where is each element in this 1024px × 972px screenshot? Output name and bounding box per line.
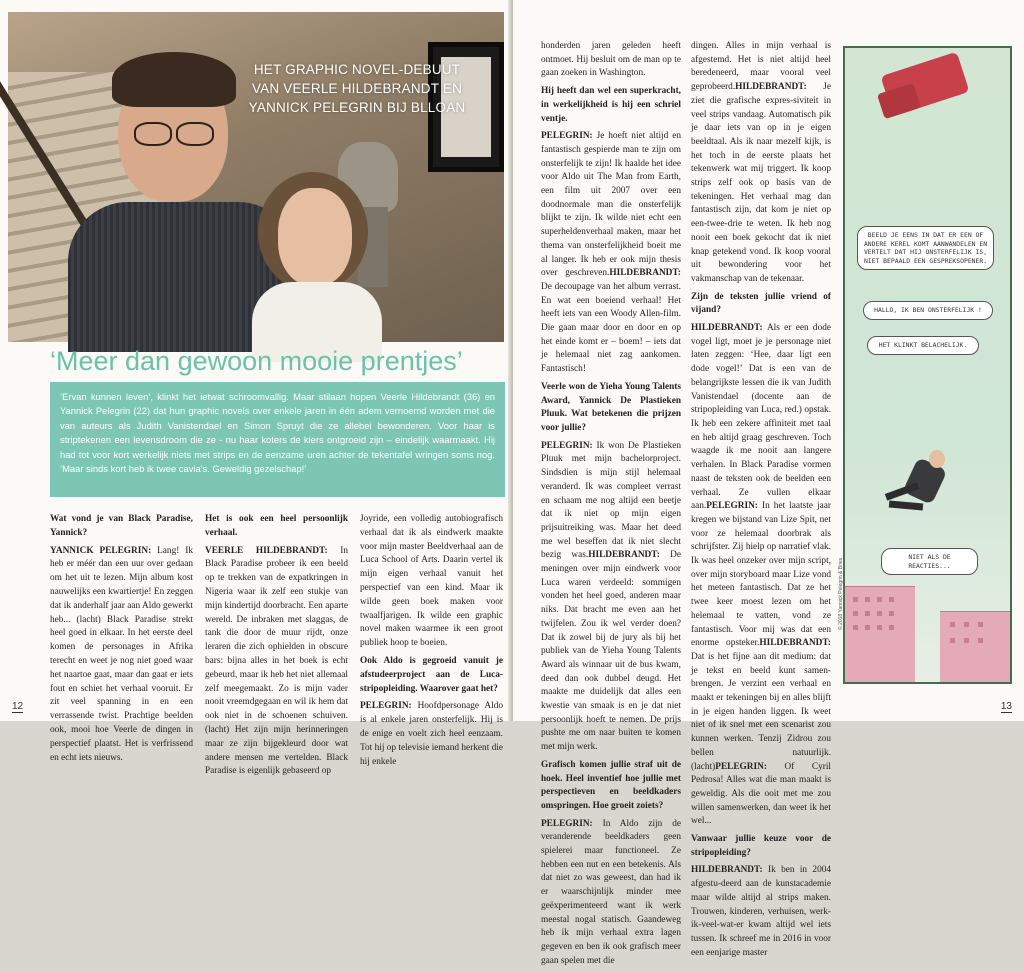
question [691, 291, 831, 318]
speech-bubble: NIET ALS DE REACTIES... [881, 548, 978, 575]
answer-paragraph [360, 700, 503, 769]
body-text: Als er een dode vogel ligt, moet je je personage niet laten zeggen: ‘Hee, daar ligt een dode vogel!’ Dat is een van de belangrijkste lessen die ik van Judith Vanistendael (docente aan de stripopleiding van Luca, red.) opstak. Ik heb een zekere affiniteit met taal en heb altijd graag geschreven. Toch waagde ik me nooit aan langere verhalen. In Black Paradise vormen naast de teksten ook de beelden een verhaal. Ze vullen elkaar aan. [691, 323, 832, 512]
comic-strip [843, 46, 1012, 684]
question [50, 513, 193, 541]
answer-paragraph [541, 440, 681, 755]
woman-figure [258, 172, 388, 352]
question-text: Vanwaar jullie keuze voor de stripopleiding? [691, 834, 831, 858]
building-left [845, 586, 915, 682]
intro-box: ‘Ervan kunnen leven’, klinkt het ietwat schroomvallig. Maar stilaan hopen Veerle Hildebrandt (36) en Yannick Pelegrin (22) dat hun graphic novels over enkele jaren in één adem vernoemd worden met die van auteurs als Judith Vanistendael en Simon Spruyt die ze allebei bewonderen. Voor haar is striptekenen een levensdroom die ze - nu haar koters de kiers ontgroeid zijn – eindelijk waarmaakt. Hij had tot voor kort werkelijk niets met strips en de eenzame uren achter de tekentafel wringen soms nog. ‘Maar sinds kort heb ik twee cavia’s. Geweldig gezelschap!’ [50, 382, 505, 497]
answer-paragraph [541, 130, 681, 377]
answer-paragraph [541, 40, 681, 81]
body-text: Lang! Ik heb er méér dan een uur over gedaan om het uit te lezen. Mijn album kost nauwelijks een kwartiertje! En zeggen dat ik anderhalf jaar aan Aldo gewerkt heb... (lacht) Black Paradise strekt heel goed in elkaar. In het eerste deel komen de personages in Afrika terecht en weet je nog niet goed waar het naartoe gaat, maar dan gaat er iets fout en schiet het verhaal vooruit. Er zit veel spanning in en een verrassende twist. Prachtige beelden ook, mooi hoe Veerle de dingen in perspectief plaatst. Het is verfrissend en echt iets nieuws. [50, 545, 193, 763]
body-text: Dat is het fijne aan dit medium: dat je tekst en beeld kunt samen-brengen. Je verzint een verhaal en maakt er tekeningen bij en alles blijft in je eigen handen liggen. Ik weet niet of ik snel met een scenarist zou kunnen werken. Tenzij Zidrou zou bellen natuurlijk. (lacht) [691, 651, 831, 772]
speaker-label: HILDEBRANDT: [759, 638, 831, 649]
body-text: Hoofdpersonage Aldo is al enkele jaren onsterfelijk. Hij is de enige en voelt zich heel eenzaam. Tot hij op televisie iemand herkent die hij enkele [360, 701, 503, 767]
speaker-label: HILDEBRANDT: [609, 268, 681, 279]
body-text: Joyride, een volledig autobiografisch verhaal dat ik als eindwerk maakte voor mijn master Beeldverhaal aan de Luca School of Arts. Daarin vertel ik mijn eigen verhaal vanuit het perspectief van een kind. Maar ik wilde geen boek maken voor twaalfjarigen. Ik wilde een graphic novel maken waarmee ik een groot publiek hoop te boeien. [360, 514, 503, 649]
left-page [0, 0, 511, 777]
question [691, 833, 831, 860]
body-text: dingen. Alles in mijn verhaal is afgestemd. Het is niet altijd heel beredeneerd, maar vooral veel geprobeerd. [691, 41, 831, 93]
column-1 [50, 513, 193, 769]
body-text: Ik ben in 2004 afgestu-deerd aan de kunstacademie maar wilde altijd al strips maken. Trouwen, kinderen, verhuisen, werk-ik-veel-wat-er kwam altijd wel iets tussen. Ik schreef me in 2016 in voor een eenjarige master [691, 865, 832, 958]
body-text: In het laatste jaar kregen we bijstand van Lize Spit, net voor ze helemaal doorbrak als schrijfster. Zij hielp op narratief vlak. Ik was heel onzeker over mijn script, over mijn storyboard maar Lize vond het meteen fantastisch. Dat ze het twee keer moest lezen om het helemaal te vatten, vond ze fantastisch. Voor mij was dat een enorme opsteker. [691, 501, 831, 649]
headline-line: YANNICK PELEGRIN BIJ BLLOAN [248, 100, 466, 115]
photo-headline [232, 60, 482, 117]
body-text: De decoupage van het album verrast. En wat een boeiend verhaal! Het heeft iets van een Woody Allen-film. Die gaan maar door en door en op het einde komt er – boem! – iets dat je helemaal niet zag aankomen. Fantastisch! [541, 281, 681, 375]
article-title: ‘Meer dan gewoon mooie prentjes’ [50, 346, 463, 376]
speaker-label: PELEGRIN: [706, 501, 762, 512]
question [541, 381, 681, 436]
speaker-label: HILDEBRANDT: [691, 865, 768, 876]
body-text: In Aldo zijn de veranderende beeldkaders geen spielerei maar functioneel. Ze hebben een nut en een betekenis. Als dat niet zo was geweest, dan had ik er waarschijnlijk minder mee geëxperimenteerd want ik werk meestal nogal statisch. Gaandeweg heb ik mijn verhaal extra lagen gegeven en ben ik ook grafisch meer gaan spelen met die [541, 818, 681, 966]
speaker-label: PELEGRIN: [541, 440, 597, 451]
body-text: In Black Paradise probeer ik een beeld op te trekken van de expatkringen in Nigeria waar ik zelf een stukje van mijn kindertijd doorbracht. Een aparte wereld. De inbraken met slaggas, de tank die door de muur rijdt, onze leraren die zich ophielden in obscure bars: bijna alles in het boek is echt gebeurd, maar ik heb het niet allemaal zelf meegemaakt. Zo is mijn vader nooit vreemdgegaan en wil ik hem dat ook niet in de schoenen schuiven. (lacht) Het zijn mijn herinneringen maar ze zijn bijgekleurd door wat andere mensen me vertelden. Black Paradise is eigenlijk gebaseerd op [205, 545, 348, 777]
question-text: Grafisch komen jullie straf uit de hoek. Heel inventief hoe jullie met perspectieven en beeldkaders omspringen. Hoe groeit zoiets? [541, 759, 681, 811]
right-page [513, 0, 1024, 966]
speaker-label: PELEGRIN: [541, 131, 597, 142]
question-text: Zijn de teksten jullie vriend of vijand? [691, 291, 831, 316]
question [541, 759, 681, 814]
falling-man [885, 448, 965, 518]
speech-bubble: HET KLINKT BELACHELIJK. [867, 336, 979, 355]
comic-credit: © 2018 Yannick Pelegrin & Bries [838, 557, 844, 630]
headline-line: VAN VEERLE HILDEBRANDT EN [251, 81, 463, 96]
question [541, 85, 681, 126]
answer-paragraph [691, 322, 831, 829]
headline-line: HET GRAPHIC NOVEL-DEBUUT [253, 62, 461, 77]
speaker-label: HILDEBRANDT: [588, 550, 671, 561]
body-text: Je ziet die grafische expres-siviteit in veel strips vandaag. Automatisch pik je daar iets van op in je eigen beeldtaal. Als ik naar mezelf kijk, is het toch in de eerste plaats het tekenwerk wat mij triggert. Ik koop strips zelf ook op basis van de tekeningen. Het verhaal mag dan fantastisch zijn, dat kom je niet op een-twee-drie te weten. Ik heb nog nooit een boek gekocht dat ik niet knap getekend vond. Ik koop vooral uit bewondering voor het vakmanschap van de tekenaar. [691, 82, 831, 284]
speaker-label: PELEGRIN: [541, 818, 603, 829]
speaker-label: PELEGRIN: [715, 761, 785, 772]
speaker-label: HILDEBRANDT: [735, 82, 824, 93]
page-number-left: 12 [12, 701, 24, 712]
speech-bubble: HALLO, IK BEN ONSTERFELIJK ! [863, 301, 993, 320]
column-2 [205, 513, 348, 783]
question [360, 655, 503, 696]
answer-paragraph [360, 513, 503, 651]
body-text: honderden jaren geleden heeft ontmoet. Hij besluit om de man op te gaan zoeken in Washington. [541, 41, 681, 79]
speech-bubble: BEELD JE EENS IN DAT ER EEN OF ANDERE KEREL KOMT AANWANDELEN EN VERTELT DAT HIJ ONSTERFELIJK IS, NIET BEPAALD EEN GESPREKSOPENER. [857, 226, 994, 270]
column-4 [541, 40, 681, 972]
body-text: De meningen over mijn eindwerk voor Luca waren verdeeld: sommigen vonden het heel goed, anderen maar niks. Dat bracht me even aan het twijfelen. Zou ik wel verder doen? Dat ik zowel bij de jury als bij het publiek van de Yieha Young Talents Award als winnaar uit de bus kwam, deed dan ook dubbel deugd. Het maakte me duidelijk dat alles een kwestie van smaak is en je dat niet persoonlijk hoeft te nemen. De prijs pushte me om naar buiten te komen met mijn werk. [541, 550, 681, 753]
answer-paragraph [691, 40, 831, 287]
answer-paragraph [541, 818, 681, 969]
speaker-label: HILDEBRANDT: [691, 323, 767, 334]
question-text: Wat vond je van Black Paradise, Yannick? [50, 514, 193, 538]
answer-paragraph [691, 864, 831, 960]
body-text: Of Cyril Pedrosa! Alles wat die man maakt is geweldig. Als die ooit met me zou willen samenwerken, dan weet ik het wel... [691, 761, 831, 827]
body-text: Ik won De Plastieken Pluuk met mijn bachelorproject. Sindsdien is mijn stijl helemaal veranderd. Ik was compleet verrast en schaam me nog altijd een beetje dat ik niet op mijn eigen prijsuitreiking was. Maar het deed me wel beseffen dat ik niet slecht bezig was. [541, 440, 681, 561]
building-right [940, 611, 1010, 682]
answer-paragraph [50, 545, 193, 766]
column-3 [360, 513, 503, 773]
portrait-photo [8, 12, 504, 342]
question-text: Hij heeft dan wel een superkracht, in werkelijkheid is hij een schriel ventje. [541, 86, 681, 124]
column-5 [691, 40, 831, 964]
page-number-right: 13 [1000, 701, 1012, 712]
question-text: Het is ook een heel persoonlijk verhaal. [205, 514, 348, 538]
question [205, 513, 348, 541]
answer-paragraph [205, 545, 348, 780]
question-text: Ook Aldo is gegroeid vanuit je afstudeerproject aan de Luca-stripopleiding. Waarover gaat het? [360, 655, 503, 694]
body-text: Je hoeft niet altijd en fantastisch gespierde man te zijn om onsterfelijk te zijn! Ik haalde het idee voor Aldo uit The Man from Earth, een film uit 2007 over een doodnormale man die onsterfelijk blijkt te zijn. Ik wilde niet echt een superheldenverhaal maken, maar het thema van onsterfelijkheid boeit me al langer. Ik heb er ook mijn thesis over geschreven. [541, 131, 681, 279]
speaker-label: VEERLE HILDEBRANDT: [205, 545, 341, 556]
question-text: Veerle won de Yieha Young Talents Award, Yannick De Plastieken Pluuk. Wat betekenen die prijzen voor jullie? [541, 381, 681, 433]
speaker-label: YANNICK PELEGRIN: [50, 545, 158, 556]
speaker-label: PELEGRIN: [360, 701, 418, 712]
